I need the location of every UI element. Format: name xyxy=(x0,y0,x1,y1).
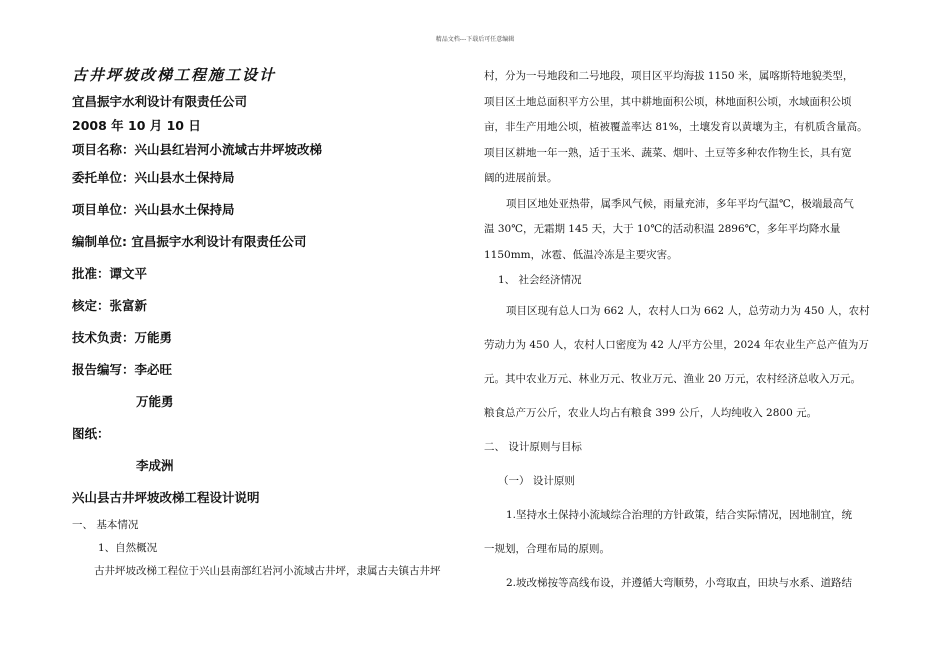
principle-2: 2.坡改梯按等高线布设，并遵循大弯顺势，小弯取直，田块与水系、道路结 xyxy=(506,576,853,589)
heading-design-principles: 二、 设计原则与目标 xyxy=(484,440,582,453)
compiler-unit: 编制单位: 宜昌振宇水利设计有限责任公司 xyxy=(72,234,307,249)
text-line: 元。其中农业万元、林业万元、牧业万元、渔业 20 万元，农村经济总收入万元。 xyxy=(484,372,862,385)
principle-1-cont: 一规划，合理布局的原则。 xyxy=(484,542,610,555)
project-name: 项目名称：兴山县红岩河小流域古井坪坡改梯 xyxy=(72,142,323,157)
page-header-note: 精品文档---下载后可任意编辑 xyxy=(435,36,515,43)
text-line: 温 30℃，无霜期 145 天，大于 10℃的活动积温 2896℃，多年平均降水量 xyxy=(484,223,841,235)
right-column xyxy=(484,64,880,600)
client-unit: 委托单位：兴山县水土保持局 xyxy=(72,170,235,185)
paragraph-location: 古井坪坡改梯工程位于兴山县南部红岩河小流域古井坪，隶属古夫镇古井坪 xyxy=(94,565,441,577)
approver: 批准：谭文平 xyxy=(72,266,148,281)
text-line: 项目区土地总面积平方公里，其中耕地面积公顷，林地面积公顷，水域面积公顷 xyxy=(484,95,852,108)
text-line: 1150mm，冰雹、低温冷冻是主要灾害。 xyxy=(484,248,678,261)
text-line: 粮食总产万公斤，农业人均占有粮食 399 公斤，人均纯收入 2800 元。 xyxy=(484,406,818,419)
text-line: 阔的进展前景。 xyxy=(484,172,558,184)
company-name: 宜昌振宇水利设计有限责任公司 xyxy=(72,94,248,109)
text-line: 劳动力为 450 人，农村人口密度为 42 人/平方公里，2024 年农业生产总产值为万 xyxy=(484,338,869,351)
text-line: 项目区耕地一年一熟，适于玉米、蔬菜、烟叶、土豆等多种农作物生长，具有宽 xyxy=(484,146,852,159)
drawings-label: 图纸： xyxy=(72,426,110,441)
text-line: 项目区地处亚热带，属季风气候，雨量充沛，多年平均气温℃，极端最高气 xyxy=(506,197,854,210)
document-title: 古井坪坡改梯工程施工设计 xyxy=(72,66,277,84)
drawings-author: 李成洲 xyxy=(136,458,174,473)
project-unit: 项目单位：兴山县水土保持局 xyxy=(72,202,235,217)
document-date: 2008 年 10 月 10 日 xyxy=(72,118,201,133)
left-column xyxy=(72,64,472,583)
heading-basic-info: 一、 基本情况 xyxy=(72,519,139,531)
heading-principles-sub: （一） 设计原则 xyxy=(498,474,575,487)
report-author-2: 万能勇 xyxy=(136,394,174,409)
section-title: 兴山县古井坪坡改梯工程设计说明 xyxy=(72,490,260,505)
text-line: 项目区现有总人口为 662 人，农村人口为 662 人，总劳动力为 450 人，农村 xyxy=(506,304,870,317)
principle-1: 1.坚持水土保持小流域综合治理的方针政策，结合实际情况，因地制宜，统 xyxy=(506,508,853,521)
report-author: 报告编写：李必旺 xyxy=(72,362,173,377)
tech-lead: 技术负责：万能勇 xyxy=(72,330,173,345)
text-line: 村，分为一号地段和二号地段，项目区平均海拔 1150 米，属喀斯特地貌类型， xyxy=(484,70,854,82)
heading-natural-overview: 1、自然概况 xyxy=(98,542,158,554)
text-line: 亩，非生产用地公顷，植被覆盖率达 81%，土壤发育以黄壤为主，有机质含量高。 xyxy=(484,121,868,133)
heading-social-economy: 1、 社会经济情况 xyxy=(498,274,582,286)
reviewer: 核定：张富新 xyxy=(72,298,148,313)
